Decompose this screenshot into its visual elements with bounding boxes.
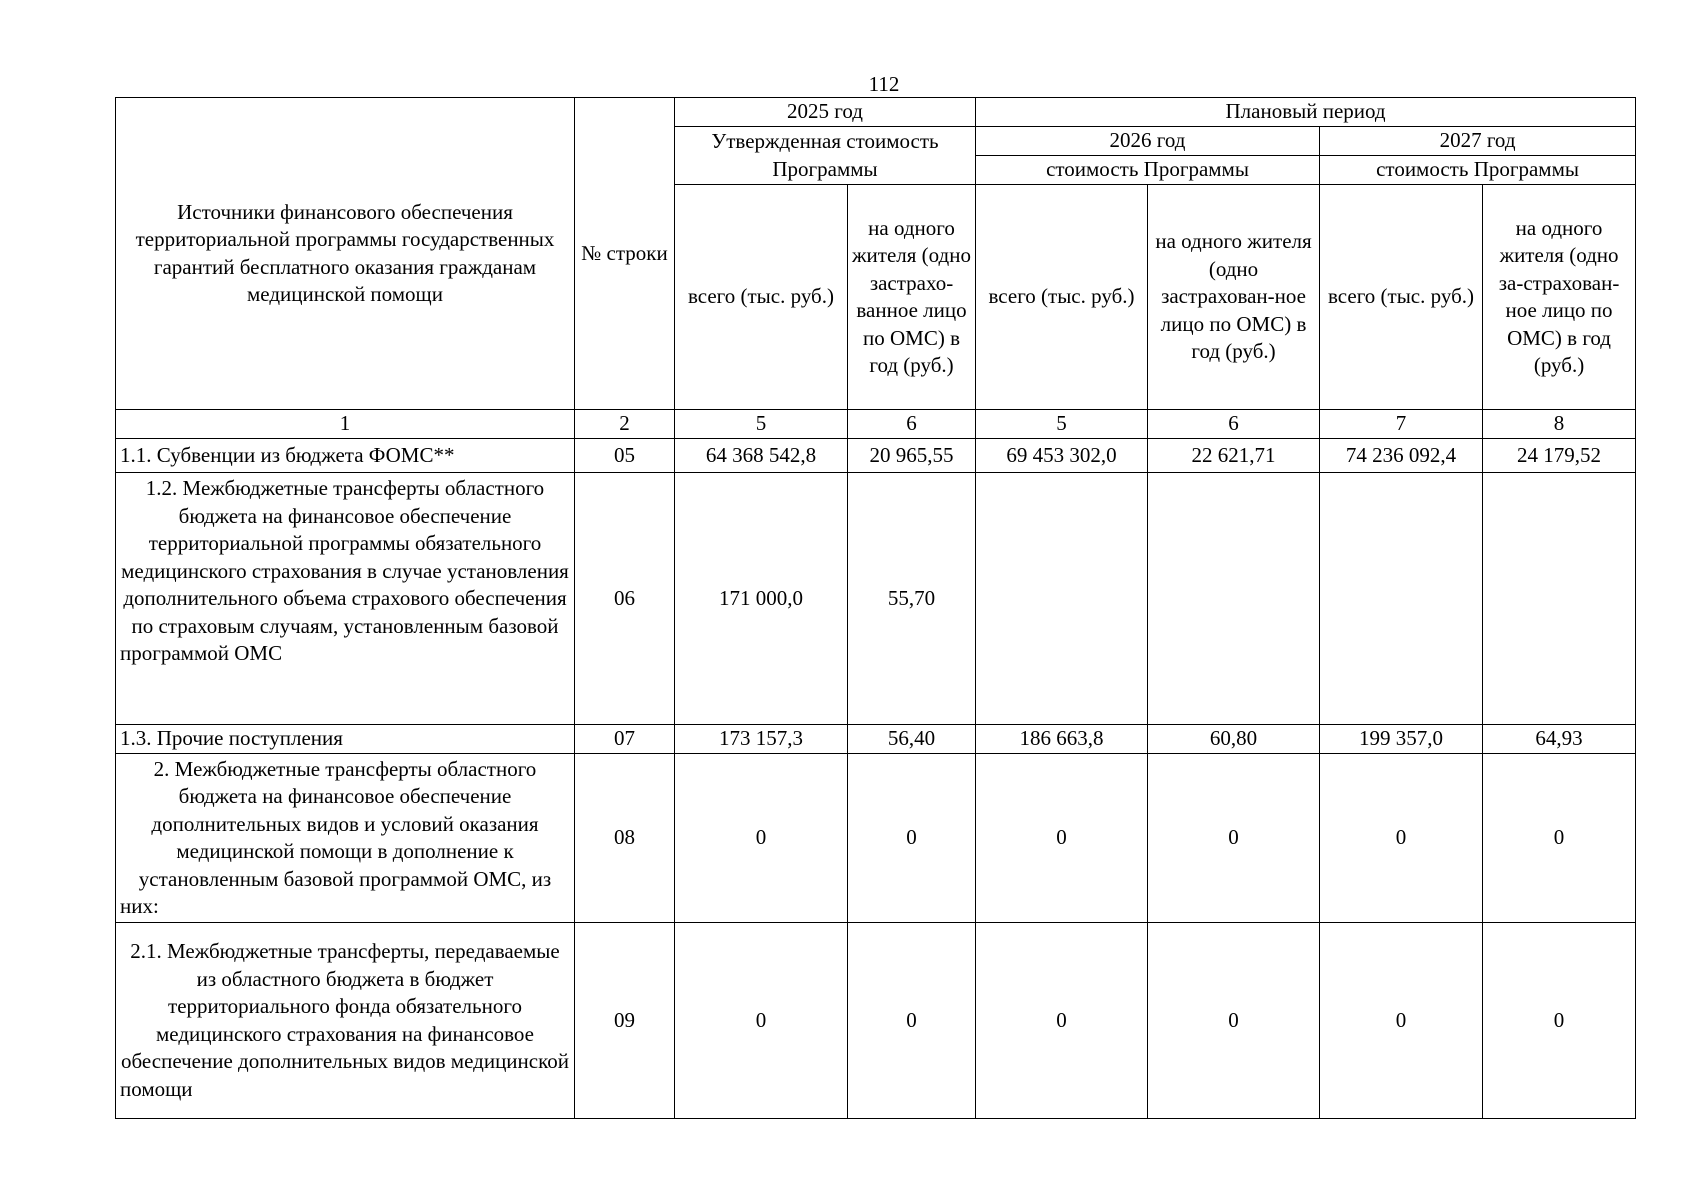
row-number: 05 bbox=[575, 439, 675, 473]
header-per-capita-2026: на одного жителя (одно застрахован-ное лицо по ОМС) в год (руб.) bbox=[1148, 185, 1320, 410]
row-number: 06 bbox=[575, 473, 675, 725]
header-per-capita-2025: на одного жителя (одно застрахо-ванное лицо по ОМС) в год (руб.) bbox=[848, 185, 976, 410]
cell-total-2027: 0 bbox=[1320, 923, 1483, 1119]
row-label: 2.1. Межбюджетные трансферты, передаваемые из областного бюджета в бюджет территориального фонда обязательного медицинского страхования на финансовое обеспечение дополнительных видов медицинской помощи bbox=[116, 923, 575, 1119]
cell-total-2025: 173 157,3 bbox=[675, 725, 848, 754]
header-planned-period: Плановый период bbox=[976, 98, 1636, 127]
cell-per-capita-2027: 24 179,52 bbox=[1483, 439, 1636, 473]
cell-per-capita-2025: 0 bbox=[848, 923, 976, 1119]
row-number: 07 bbox=[575, 725, 675, 754]
cell-total-2027: 0 bbox=[1320, 754, 1483, 923]
cell-per-capita-2027 bbox=[1483, 473, 1636, 725]
cell-per-capita-2026: 0 bbox=[1148, 754, 1320, 923]
column-number: 6 bbox=[848, 410, 976, 439]
cell-per-capita-2025: 55,70 bbox=[848, 473, 976, 725]
cell-per-capita-2026: 60,80 bbox=[1148, 725, 1320, 754]
cell-per-capita-2025: 56,40 bbox=[848, 725, 976, 754]
header-total-2027: всего (тыс. руб.) bbox=[1320, 185, 1483, 410]
table-row bbox=[116, 439, 1636, 473]
cell-per-capita-2025: 0 bbox=[848, 754, 976, 923]
cell-per-capita-2027: 64,93 bbox=[1483, 725, 1636, 754]
cell-total-2025: 0 bbox=[675, 754, 848, 923]
header-cost-2027: стоимость Программы bbox=[1320, 156, 1636, 185]
header-total-2025: всего (тыс. руб.) bbox=[675, 185, 848, 410]
header-year-2026: 2026 год bbox=[976, 127, 1320, 156]
cell-total-2026: 186 663,8 bbox=[976, 725, 1148, 754]
cell-per-capita-2027: 0 bbox=[1483, 754, 1636, 923]
header-total-2026: всего (тыс. руб.) bbox=[976, 185, 1148, 410]
cell-per-capita-2026 bbox=[1148, 473, 1320, 725]
cell-total-2027: 199 357,0 bbox=[1320, 725, 1483, 754]
column-number: 8 bbox=[1483, 410, 1636, 439]
header-per-capita-2027: на одного жителя (одно за-страхован-ное лицо по ОМС) в год (руб.) bbox=[1483, 185, 1636, 410]
cell-per-capita-2026: 22 621,71 bbox=[1148, 439, 1320, 473]
header-year-2025: 2025 год bbox=[675, 98, 976, 127]
column-number: 5 bbox=[675, 410, 848, 439]
row-label: 1.2. Межбюджетные трансферты областного бюджета на финансовое обеспечение территориальной программы обязательного медицинского страхования в случае установления дополнительного объема страхового обеспечения по страховым случаям, установленным базовой программой ОМС bbox=[116, 473, 575, 725]
header-approved-cost: Утвержденная стоимость Программы bbox=[675, 127, 976, 185]
row-label: 1.3. Прочие поступления bbox=[116, 725, 575, 754]
column-number: 5 bbox=[976, 410, 1148, 439]
cell-total-2025: 171 000,0 bbox=[675, 473, 848, 725]
column-number: 7 bbox=[1320, 410, 1483, 439]
row-number: 08 bbox=[575, 754, 675, 923]
cell-total-2027 bbox=[1320, 473, 1483, 725]
table-row bbox=[116, 923, 1636, 1119]
header-source-column: Источники финансового обеспечения территориальной программы государственных гарантий бесплатного оказания гражданам медицинской помощи bbox=[116, 98, 575, 410]
cell-total-2026: 69 453 302,0 bbox=[976, 439, 1148, 473]
table-row bbox=[116, 725, 1636, 754]
cell-total-2026: 0 bbox=[976, 754, 1148, 923]
cell-total-2026 bbox=[976, 473, 1148, 725]
cell-total-2027: 74 236 092,4 bbox=[1320, 439, 1483, 473]
column-number: 6 bbox=[1148, 410, 1320, 439]
table-row bbox=[116, 754, 1636, 923]
row-label: 2. Межбюджетные трансферты областного бюджета на финансовое обеспечение дополнительных видов и условий оказания медицинской помощи в дополнение к установленным базовой программой ОМС, из них: bbox=[116, 754, 575, 923]
column-number: 2 bbox=[575, 410, 675, 439]
row-number: 09 bbox=[575, 923, 675, 1119]
cell-per-capita-2025: 20 965,55 bbox=[848, 439, 976, 473]
header-year-2027: 2027 год bbox=[1320, 127, 1636, 156]
page-number: 112 bbox=[868, 72, 900, 96]
table-row bbox=[116, 473, 1636, 725]
cell-per-capita-2027: 0 bbox=[1483, 923, 1636, 1119]
financing-sources-table bbox=[115, 97, 1636, 1119]
cell-per-capita-2026: 0 bbox=[1148, 923, 1320, 1119]
column-number: 1 bbox=[116, 410, 575, 439]
header-row-number-column: № строки bbox=[575, 98, 675, 410]
cell-total-2025: 64 368 542,8 bbox=[675, 439, 848, 473]
cell-total-2026: 0 bbox=[976, 923, 1148, 1119]
cell-total-2025: 0 bbox=[675, 923, 848, 1119]
column-number-row bbox=[116, 410, 1636, 439]
row-label: 1.1. Субвенции из бюджета ФОМС** bbox=[116, 439, 575, 473]
header-cost-2026: стоимость Программы bbox=[976, 156, 1320, 185]
